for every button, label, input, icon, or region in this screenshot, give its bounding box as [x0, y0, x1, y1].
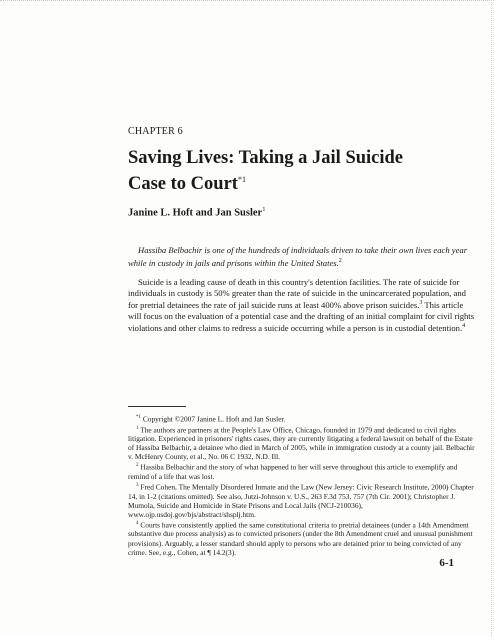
- intro-paragraph: [128, 245, 475, 268]
- footnote-text: Fred Cohen, The Mentally Disordered Inmate and the Law (New Jersey: Civic Research Institute, 2000) Chapter 14, in 1-2 (citations omitted). See also, Jutzi-Johnson v. U.S., 263 F.3d 753, 757 (7th Cir. 2001); Christopher J. Mumola, Suicide and Homicide in State Prisons and Local Jails (NCJ-210036), www.ojp.usdoj.gov/bjs/abstract/shsplj.htm.: [128, 482, 474, 519]
- page-number: 6-1: [439, 557, 454, 569]
- footnote-marker: 2: [136, 463, 139, 469]
- author-line: [128, 206, 265, 219]
- body-text-2: This article will focus on the evaluation of a potential case and the drafting of an initial complaint for civil rights violations and other claims to redress a suicide occurring while a person is in custodial detention.: [128, 300, 475, 334]
- footnote-marker: 3: [136, 483, 139, 489]
- page-title: [128, 147, 408, 195]
- footnote-marker: 1: [136, 425, 139, 431]
- footnote: [128, 461, 475, 481]
- footnotes: [128, 413, 475, 557]
- footnote-text: Courts have consistently applied the same constitutional criteria to pretrial detainees (under a 14th Amendment substantive due process analysis) as to convicted prisoners (under the 8th Amendment cruel and unusual punishment provisions). Arguably, a lesser standard should apply to persons who are detained prior to being convicted of any crime. See, e.g., Cohen, at ¶ 14.2(3).: [128, 520, 473, 557]
- footnote: [128, 481, 475, 519]
- footnote-text: The authors are partners at the People's Law Office, Chicago, founded in 1979 and dedicated to civil rights litigation. Experienced in prisoners' rights cases, they are currently litigating a federal lawsuit on behalf of the Estate of Hassiba Belbachir, a detainee who died in March of 2005, while in immigration custody at a county jail. Belbachir v. McHenry County, et al., No. 06 C 1932, N.D. Ill.: [128, 425, 475, 462]
- footnote: [128, 413, 475, 424]
- body-footnote-marker-3: 3: [419, 300, 423, 307]
- scan-edge-right: [490, 0, 492, 637]
- chapter-label: CHAPTER 6: [128, 126, 183, 137]
- author-1: Janine L. Hoft: [128, 207, 194, 219]
- footnote-text: Hassiba Belbachir and the story of what happened to her will serve throughout this article to exemplify and remind of a life that was lost.: [128, 462, 458, 481]
- body-text-1: Suicide is a leading cause of death in this country's detention facilities. The rate of suicide for individuals in custody is 50% greater than the rate of suicide in the unincarcerated population, and for pretrial detainees the rate of jail suicide runs at least 400% above prison suicides.: [128, 277, 466, 311]
- title-footnote-marker: *1: [237, 175, 246, 184]
- footnote-divider: [128, 406, 186, 407]
- footnote: [128, 424, 475, 462]
- scan-edge-top: [0, 0, 494, 4]
- footnote-marker: 4: [136, 520, 139, 526]
- author-2: Jan Susler: [215, 207, 263, 219]
- footnote-text: Copyright ©2007 Janine L. Hoft and Jan Susler.: [141, 414, 286, 424]
- footnote-marker: *1: [136, 415, 141, 420]
- intro-footnote-marker: 2: [338, 257, 342, 264]
- intro-text: Hassiba Belbachir is one of the hundreds of individuals driven to take their own lives each year while in custody in jails and prisons within the United States.: [128, 245, 468, 268]
- body-paragraph: [128, 277, 475, 334]
- author-conjunction: and: [195, 207, 213, 219]
- title-text: Saving Lives: Taking a Jail Suicide Case to Court: [128, 148, 404, 195]
- body-footnote-marker-4: 4: [462, 323, 466, 330]
- footnote: [128, 519, 475, 557]
- author-footnote-marker: 1: [262, 206, 266, 213]
